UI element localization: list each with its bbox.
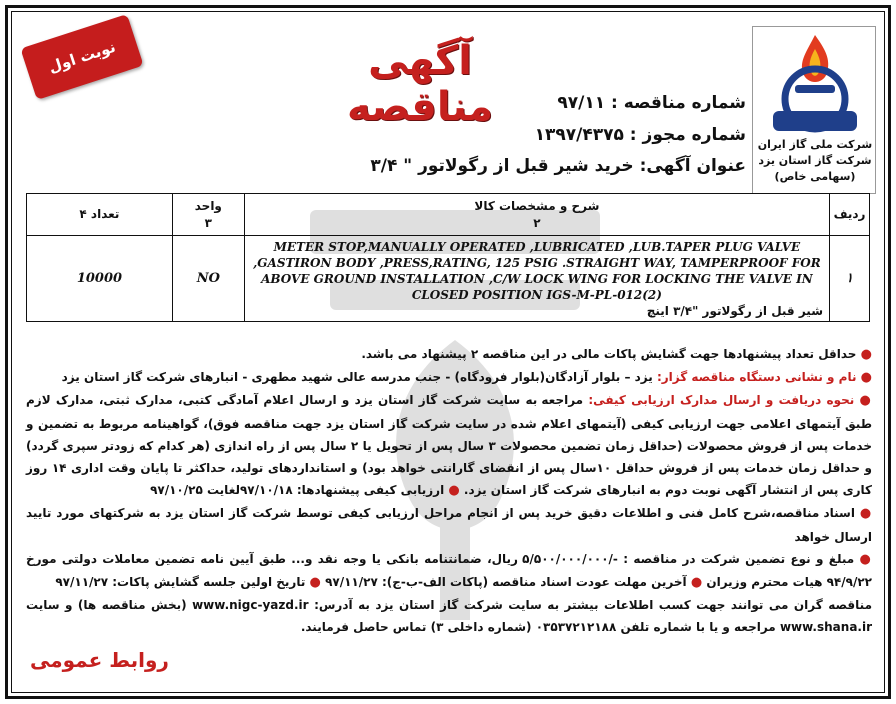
organizer-text: یزد – بلوار آزادگان(بلوار فرودگاه) - جنب مدرسه عالی شهید مطهری - انبارهای شرکت گاز استان یزد — [61, 370, 653, 385]
table-header-row — [27, 194, 870, 236]
bullet-icon: ● — [860, 347, 872, 362]
header-unit — [172, 194, 244, 236]
row-unit: NO — [172, 236, 244, 322]
header-row-number: ردیف — [830, 194, 870, 236]
table-row — [27, 236, 870, 322]
min-bids-paragraph — [26, 343, 872, 366]
nigc-flame-logo-icon — [765, 31, 865, 135]
row-description-fa: شیر قبل از رگولاتور "۳/۴ اینچ — [646, 303, 824, 318]
row-description — [244, 236, 829, 322]
announcement-body — [26, 343, 872, 639]
contact-text-b: (بخش مناقصه ها) و سایت — [26, 598, 187, 613]
logo-line-1: شرکت ملی گاز ایران — [757, 138, 873, 151]
logo-line-2: شرکت گاز استان یزد — [758, 154, 872, 167]
documents-label: نحوه دریافت و ارسال مدارک ارزیابی کیفی: — [588, 393, 855, 408]
row-description-en: METER STOP,MANUALLY OPERATED ,LUBRICATED ,LUB.TAPER PLUG VALVE ,GASTIRON BODY ,PRESS,RATING, 125 PSIG .STRAIGHT WAY, TAMPERPROOF FOR ABOVE GROUND INSTALLATION ,C/W LOCK WING FOR LOCKING THE VALVE IN CLOSED POSITION IGS-M-PL-012(2) — [253, 239, 821, 302]
evaluation-dates: ارزیابی کیفی پیشنهادها: ۹۷/۱۰/۱۸لغایت ۹۷/۱۰/۲۵ — [150, 483, 445, 498]
opening-date: تاریخ اولین جلسه گشایش پاکات: ۹۷/۱۱/۲۷ — [55, 575, 306, 590]
organizer-label: نام و نشانی دستگاه مناقصه گزار: — [656, 370, 857, 385]
bullet-icon: ● — [690, 575, 703, 591]
tender-docs-paragraph — [26, 502, 872, 547]
tender-number: شماره مناقصه : ۹۷/۱۱ — [557, 93, 746, 113]
return-deadline: آخرین مهلت عودت اسناد مناقصه (پاکات الف-ب-ج): ۹۷/۱۱/۲۷ — [325, 575, 687, 590]
header-description-number: ۲ — [533, 215, 541, 230]
row-number: ۱ — [830, 236, 870, 322]
contact-text-a: مناقصه گران می توانند جهت کسب اطلاعات بیشتر به سایت شرکت گاز استان یزد به آدرس: — [314, 598, 872, 613]
site-link-shana[interactable]: www.shana.ir — [779, 620, 872, 635]
min-bids-text: حداقل تعداد پیشنهادها جهت گشایش پاکات مالی در این مناقصه ۲ پیشنهاد می باشد. — [361, 347, 857, 361]
company-logo — [752, 26, 876, 194]
contact-paragraph — [26, 594, 872, 638]
public-relations-signature: روابط عمومی — [30, 648, 169, 672]
first-round-badge: نوبت اول — [20, 14, 143, 100]
header-quantity: تعداد ۴ — [27, 194, 173, 236]
contact-text-c: مراجعه و یا با شماره تلفن ۰۳۵۳۷۲۱۲۱۸۸ (شماره داخلی ۳) تماس حاصل فرمایند. — [300, 620, 776, 635]
items-table — [26, 193, 870, 322]
header-unit-number: ۳ — [204, 215, 212, 230]
guarantee-paragraph — [26, 548, 872, 594]
logo-line-3: (سهامی خاص) — [774, 170, 856, 183]
header-description-label: شرح و مشخصات کالا — [474, 198, 600, 213]
documents-paragraph — [26, 389, 872, 502]
bullet-icon: ● — [860, 370, 872, 386]
bullet-icon: ● — [309, 575, 321, 591]
organizer-paragraph — [26, 366, 872, 389]
site-link-nigc[interactable]: www.nigc-yazd.ir — [192, 598, 309, 613]
guarantee-text: مبلغ و نوع تضمین شرکت در مناقصه : -/۵/۵۰۰/۰۰۰/۰۰۰ ریال، ضمانتنامه بانکی یا وجه نقد و... طبق آیین نامه تضمین معاملات دولتی مورخ ۹۴/۹/۲۲ هیات محترم وزیران — [26, 551, 872, 590]
permit-number: شماره مجوز : ۱۳۹۷/۴۳۷۵ — [534, 125, 746, 145]
bullet-icon: ● — [859, 393, 872, 409]
header-unit-label: واحد — [194, 198, 222, 213]
page-title: آگهی مناقصه — [347, 38, 493, 130]
row-quantity: 10000 — [27, 236, 173, 322]
tender-subject: عنوان آگهی: خرید شیر قبل از رگولاتور " ۳/۴ — [370, 156, 746, 176]
bullet-icon: ● — [859, 506, 872, 522]
header-description — [244, 194, 829, 236]
documents-text: مراجعه به سایت شرکت گاز استان یزد و ارسال اعلام آمادگی کتبی، مدارک ثبتی، مدارک لازم طبق آیتمهای اعلامی جهت ارزیابی کیفی (آیتمهای اعلام شده در سایت شرکت گاز استان یزد جهت مناقصه فوق)، گواهینامه مربوط به تضمین و خدمات پس از فروش محصولات (حداقل زمان تضمین محصولات ۳ سال پس از تحویل یا ۲ سال پس از راه اندازی (هر کدام که زودتر سپری گردد) و حداقل زمان خدمات پس از فروش حداقل ۱۰سال پس از انقضای گارانتی خواهد بود) و استانداردهای تولید، حداکثر تا پایان وقت اداری ۱۴ روز کاری پس از انتشار آگهی نوبت دوم به انبارهای شرکت گاز استان یزد. — [26, 393, 873, 498]
bullet-icon: ● — [859, 551, 873, 567]
bullet-icon: ● — [448, 483, 460, 499]
tender-docs-text: اسناد مناقصه،شرح کامل فنی و اطلاعات دقیق خرید پس از انجام مراحل ارزیابی کیفی توسط شرکت گاز استان یزد به شرکتهای مورد تایید ارسال خواهد — [26, 506, 872, 544]
